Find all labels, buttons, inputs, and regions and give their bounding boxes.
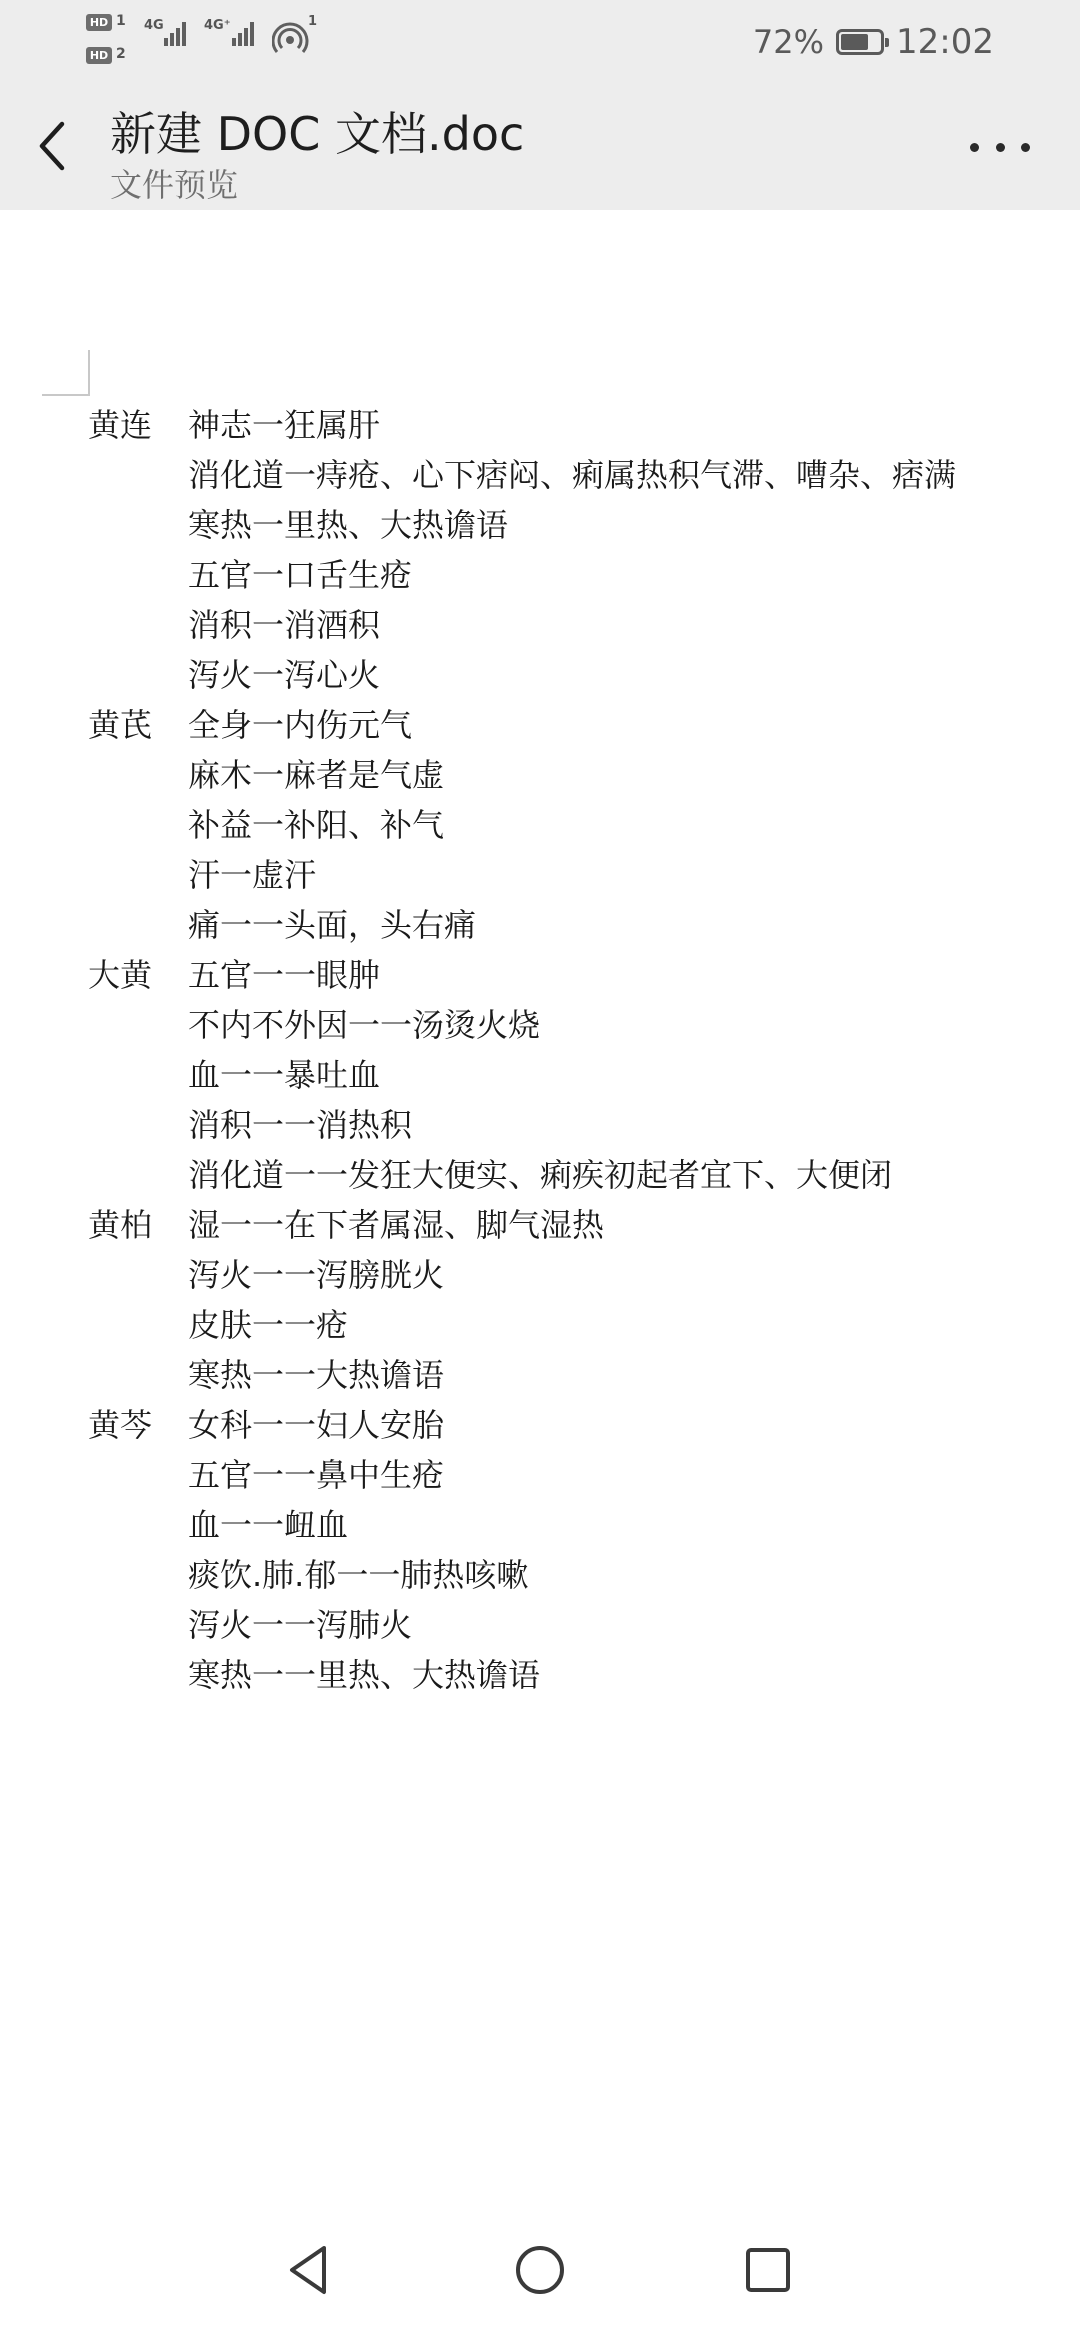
herb-entry: 血一一暴吐血 xyxy=(188,1056,381,1094)
battery-percent: 72% xyxy=(752,23,825,61)
document-subtitle: 文件预览 xyxy=(110,166,239,204)
doc-line xyxy=(88,1350,1068,1400)
doc-line xyxy=(88,1100,1068,1150)
herb-name: 黄连 xyxy=(88,406,153,444)
doc-line xyxy=(88,1600,1068,1650)
herb-entry: 消积一消酒积 xyxy=(188,606,381,644)
doc-line xyxy=(88,750,1068,800)
herb-entry: 寒热一里热、大热谵语 xyxy=(188,506,509,544)
page-margin-marker xyxy=(42,350,90,396)
herb-entry: 泻火一一泻膀胱火 xyxy=(188,1256,445,1294)
more-options-button[interactable] xyxy=(970,132,1030,162)
doc-line xyxy=(88,1300,1068,1350)
hotspot-icon xyxy=(272,20,312,54)
herb-entry: 寒热一一里热、大热谵语 xyxy=(188,1656,541,1694)
back-button[interactable] xyxy=(30,116,78,176)
doc-line xyxy=(88,500,1068,550)
chevron-left-icon xyxy=(30,116,78,176)
herb-name: 大黄 xyxy=(88,956,153,994)
document-body xyxy=(88,400,1068,1700)
herb-entry: 痛一一头面，头右痛 xyxy=(188,906,477,944)
doc-line xyxy=(88,400,1068,450)
herb-entry: 寒热一一大热谵语 xyxy=(188,1356,445,1394)
herb-entry: 汗一虚汗 xyxy=(188,856,317,894)
signal-icon-2 xyxy=(232,20,254,46)
herb-name: 黄柏 xyxy=(88,1206,153,1244)
nav-back-button[interactable] xyxy=(270,2230,350,2310)
doc-line xyxy=(88,1050,1068,1100)
herb-entry: 神志一狂属肝 xyxy=(188,406,381,444)
herb-entry: 女科一一妇人安胎 xyxy=(188,1406,445,1444)
doc-line xyxy=(88,1400,1068,1450)
status-right xyxy=(753,22,994,62)
herb-entry: 不内不外因一一汤烫火烧 xyxy=(188,1006,541,1044)
herb-name: 黄芩 xyxy=(88,1406,153,1444)
hd-badge-sim2: HD xyxy=(86,47,112,64)
document-preview[interactable] xyxy=(0,210,1080,2200)
status-indicators xyxy=(86,14,336,66)
herb-entry: 五官一口舌生疮 xyxy=(188,556,413,594)
doc-line xyxy=(88,1150,1068,1200)
doc-line xyxy=(88,1200,1068,1250)
doc-line xyxy=(88,1250,1068,1300)
herb-entry: 全身一内伤元气 xyxy=(188,706,413,744)
system-navigation-bar xyxy=(0,2200,1080,2340)
network-type-2: 4G⁺ xyxy=(204,18,231,33)
app-header xyxy=(0,80,1080,210)
herb-entry: 泻火一泻心火 xyxy=(188,656,381,694)
document-title: 新建 DOC 文档.doc xyxy=(110,107,525,161)
doc-line xyxy=(88,1650,1068,1700)
herb-entry: 痰饮.肺.郁一一肺热咳嗽 xyxy=(188,1556,529,1594)
herb-entry: 五官一一眼肿 xyxy=(188,956,381,994)
herb-entry: 消化道一痔疮、心下痞闷、痢属热积气滞、嘈杂、痞满 xyxy=(188,456,957,494)
doc-line xyxy=(88,450,1068,500)
doc-line xyxy=(88,850,1068,900)
triangle-back-icon xyxy=(280,2240,340,2300)
signal-icon-1 xyxy=(164,20,186,46)
herb-entry: 湿一一在下者属湿、脚气湿热 xyxy=(188,1206,605,1244)
clock: 12:02 xyxy=(896,22,994,62)
herb-entry: 泻火一一泻肺火 xyxy=(188,1606,413,1644)
herb-entry: 消化道一一发狂大便实、痢疾初起者宜下、大便闭 xyxy=(188,1156,893,1194)
doc-line xyxy=(88,1500,1068,1550)
doc-line xyxy=(88,1450,1068,1500)
herb-entry: 皮肤一一疮 xyxy=(188,1306,349,1344)
doc-line xyxy=(88,650,1068,700)
doc-line xyxy=(88,1000,1068,1050)
herb-entry: 补益一补阳、补气 xyxy=(188,806,445,844)
more-horizontal-icon xyxy=(970,143,979,152)
herb-name: 黄芪 xyxy=(88,706,153,744)
doc-line xyxy=(88,550,1068,600)
doc-line xyxy=(88,600,1068,650)
sim1-number: 1 xyxy=(116,13,126,29)
battery-icon xyxy=(836,29,884,55)
doc-line xyxy=(88,700,1068,750)
doc-line xyxy=(88,1550,1068,1600)
nav-recents-button[interactable] xyxy=(728,2230,808,2310)
doc-line xyxy=(88,800,1068,850)
circle-home-icon xyxy=(510,2240,570,2300)
doc-line xyxy=(88,950,1068,1000)
herb-entry: 五官一一鼻中生疮 xyxy=(188,1456,445,1494)
nav-home-button[interactable] xyxy=(500,2230,580,2310)
hotspot-count: 1 xyxy=(308,14,318,29)
herb-entry: 血一一衄血 xyxy=(188,1506,349,1544)
network-type-1: 4G xyxy=(144,18,164,33)
square-recents-icon xyxy=(738,2240,798,2300)
herb-entry: 消积一一消热积 xyxy=(188,1106,413,1144)
hd-badge-sim1: HD xyxy=(86,14,112,31)
status-bar xyxy=(0,0,1080,80)
herb-entry: 麻木一麻者是气虚 xyxy=(188,756,445,794)
sim2-number: 2 xyxy=(116,46,126,62)
doc-line xyxy=(88,900,1068,950)
